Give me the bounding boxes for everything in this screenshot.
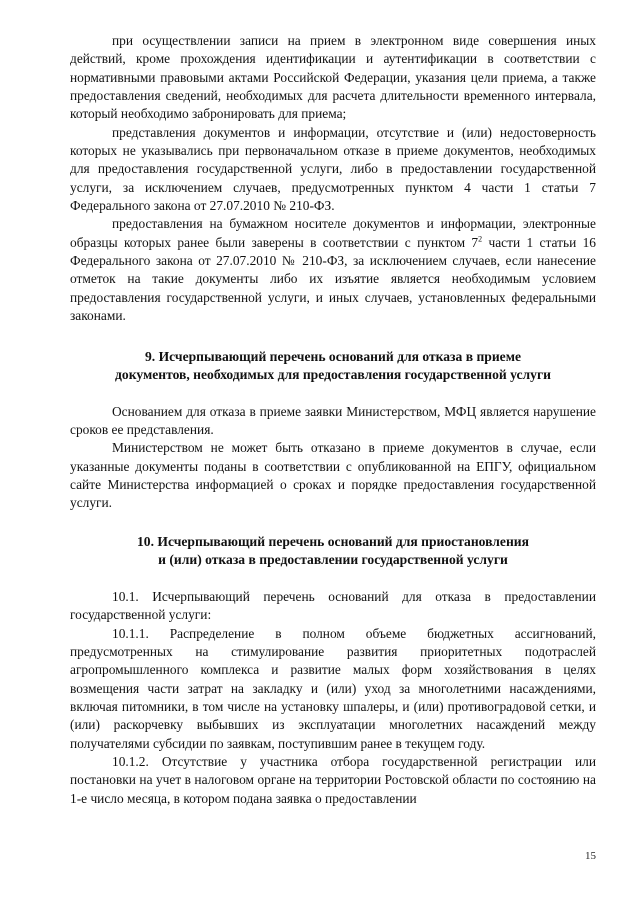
section-9-heading-line1: 9. Исчерпывающий перечень оснований для отказа в приеме — [144, 348, 522, 364]
paragraph-paper-documents-part2: части 1 статьи 16 Федерального закона от 27.07.2010 № 210-ФЗ, за исключением случаев, если нанесение отметок на такие документы либо их изъятие является необходимым условием предоставления государственной услуги, и иных случаев, установленных федеральными законами. — [70, 234, 596, 324]
paragraph-documents-info: представления документов и информации, отсутствие и (или) недостоверность которых не указывались при первоначальном отказе в приеме документов, необходимых для предоставления государственной услуги, либо в предоставлении государственной услуги, за исключением случаев, предусмотренных пунктом 4 части 1 статьи 7 Федерального закона от 27.07.2010 № 210-ФЗ. — [70, 124, 596, 214]
section-10-heading-line2: и (или) отказа в предоставлении государственной услуги — [158, 552, 508, 568]
superscript: 2 — [478, 234, 483, 244]
paragraph-paper-documents — [70, 215, 596, 325]
section-9-heading-line2: документов, необходимых для предоставления государственной услуги — [115, 367, 551, 383]
section-10-paragraph: 10.1.2. Отсутствие у участника отбора государственной регистрации или постановки на учет в налоговом органе на территории Ростовской области по состоянию на 1-е число месяца, в котором подана заявка о предоставлении — [70, 754, 596, 806]
section-9-heading — [70, 348, 596, 385]
page-number: 15 — [585, 850, 596, 862]
section-10-heading-line1: 10. Исчерпывающий перечень оснований для приостановления — [137, 533, 529, 549]
section-10-paragraph: 10.1. Исчерпывающий перечень оснований для отказа в предоставлении государственной услуги: — [70, 588, 596, 623]
section-9-paragraph: Министерством не может быть отказано в приеме документов в случае, если указанные документы поданы в соответствии с опубликованной на ЕПГУ, официальном сайте Министерства информацией о сроках и порядке предоставления государственной услуги. — [70, 440, 596, 511]
paragraph-paper-documents-part1: предоставления на бумажном носителе документов и информации, электронные образцы которых ранее были заверены в соответствии с пунктом 7 — [70, 216, 596, 250]
paragraph-online-appointment: при осуществлении записи на прием в электронном виде совершения иных действий, кроме прохождения идентификации и аутентификации в соответствии с нормативными правовыми актами Российской Федерации, указания цели приема, а также предоставления сведений, необходимых для расчета длительности временного интервала, который необходимо забронировать для приема; — [70, 33, 596, 122]
section-9-paragraph: Основанием для отказа в приеме заявки Министерством, МФЦ является нарушение сроков ее представления. — [70, 403, 596, 438]
section-10-heading — [70, 533, 596, 570]
section-10-paragraph: 10.1.1. Распределение в полном объеме бюджетных ассигнований, предусмотренных на стимулирование развития приоритетных подотраслей агропромышленного комплекса и развитие малых форм хозяйствования в целях возмещения части затрат на закладку и (или) уход за многолетними насаждениями, включая питомники, в том числе на установку шпалеры, и (или) противоградовой сетки, и (или) раскорчевку выбывших из эксплуатации многолетних насаждений между получателями субсидии по заявкам, поступившим ранее в текущем году. — [70, 625, 596, 751]
